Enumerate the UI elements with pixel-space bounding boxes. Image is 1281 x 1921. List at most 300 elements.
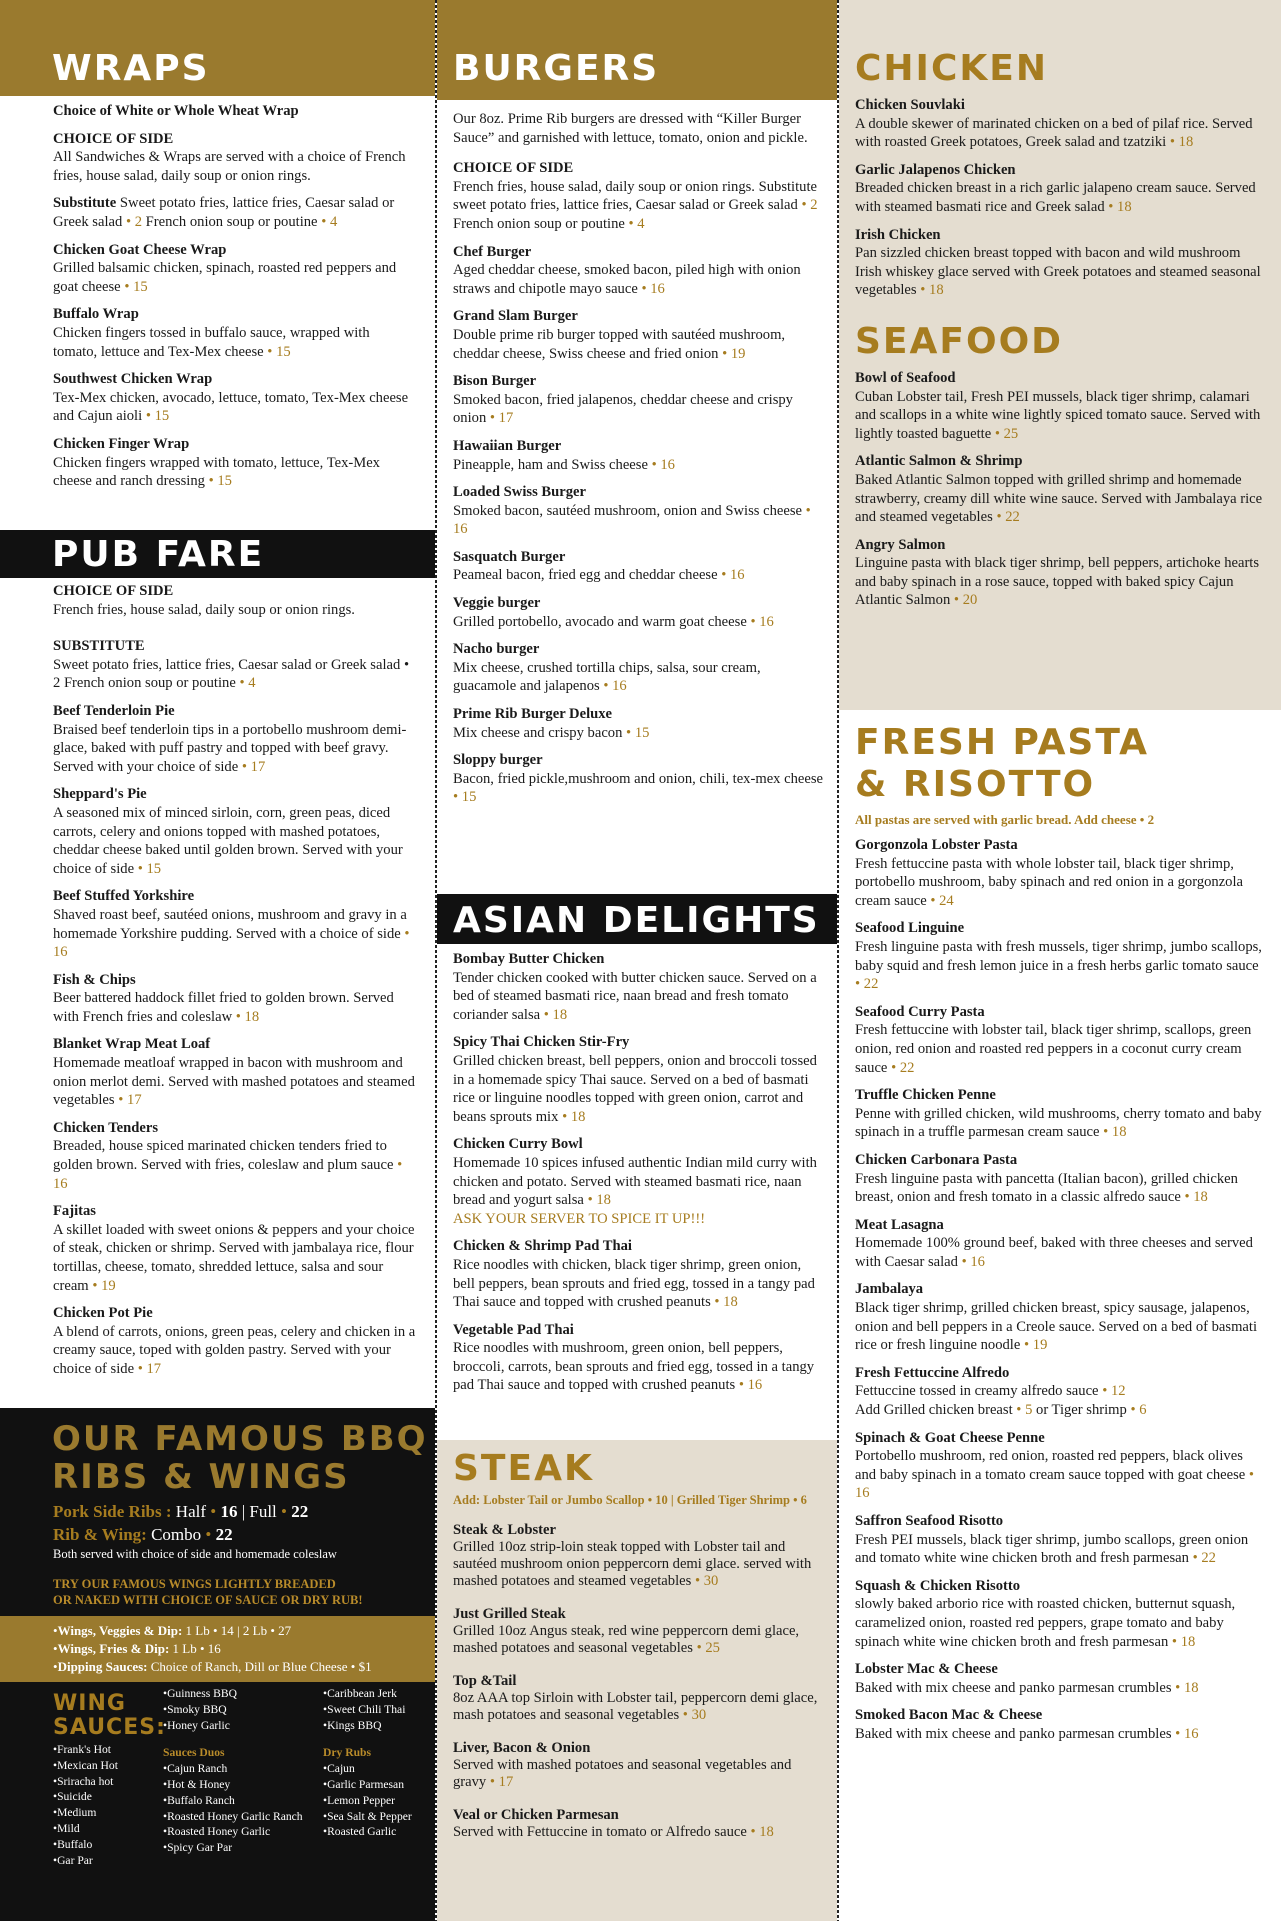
pub-fare-side-heading: CHOICE OF SIDE — [53, 583, 174, 599]
wing-sauces — [0, 1682, 437, 1868]
menu-item: Prime Rib Burger Deluxe Mix cheese and crispy bacon • 15 — [453, 705, 823, 742]
menu-item: Just Grilled Steak Grilled 10oz Angus steak, red wine peppercorn demi glace, mashed potatoes and seasonal vegetables • 25 — [453, 1606, 823, 1657]
menu-item-price: 16 — [53, 944, 68, 961]
menu-item-desc: Aged cheddar cheese, smoked bacon, piled high with onion straws and chipotle mayo sauce — [453, 262, 801, 297]
menu-item: Veggie burger Grilled portobello, avocado and warm goat cheese • 16 — [453, 594, 823, 631]
menu-item-name: Chicken & Shrimp Pad Thai — [453, 1238, 632, 1255]
menu-item-note: ASK YOUR SERVER TO SPICE IT UP!!! — [453, 1210, 706, 1227]
menu-item-name: Spinach & Goat Cheese Penne — [855, 1429, 1045, 1446]
menu-item: Buffalo Wrap Chicken fingers tossed in buffalo sauce, wrapped with tomato, lettuce and Tex-Mex cheese • 15 — [53, 305, 417, 361]
menu-item-desc: slowly baked arborio rice with roasted chicken, butternut squash, caramelized onion, roasted red peppers, grape tomato and baby spinach white wine chicken broth and fresh parmesan — [855, 1596, 1236, 1650]
menu-item-name: Chef Burger — [453, 243, 532, 260]
menu-item-price: 16 — [650, 280, 665, 297]
wraps-substitute-text: Sweet potato fries, lattice fries, Caesar salad or Greek salad — [53, 195, 395, 230]
pub-fare-substitute-heading: SUBSTITUTE — [53, 638, 145, 655]
asian-items — [453, 950, 823, 1395]
burgers-section: Our 8oz. Prime Rib burgers are dressed with “Killer Burger Sauce” and garnished with lettuce, tomato, onion and pickle. CHOICE OF SIDE French fries, house salad, daily soup or onion rings. Substitute sweet potato fries, lattice fries, Caesar salad or Greek salad • 2 French onion soup or poutine • 4 Chef Burger Aged cheddar cheese, smoked bacon, piled high with onion straws and chipotle mayo sauce • 16 Grand Slam Burger Double prime rib burger topped with sautéed mushroom, cheddar cheese, Swiss cheese and fried onion • 19 Bison Burger Smoked bacon, fried jalapenos, cheddar cheese and crispy onion • 17 Hawaiian Burger Pineapple, ham and Swiss cheese • 16 Loaded Swiss Burger Smoked bacon, sautéed mushroom, onion and Swiss cheese • 16 Sasquatch Burger Peameal bacon, fried egg and cheddar cheese • 16 Veggie burger Grilled portobello, avocado and warm goat cheese • 16 Nacho burger Mix cheese, crushed tortilla chips, salsa, sour cream, guacamole and jalapenos • 16 Prime Rib Burger Deluxe Mix cheese and crispy bacon • 15 Sloppy burger Bacon, fried pickle,mushroom and onion, chili, tex-mex cheese • 15 — [453, 111, 824, 806]
menu-item: Top &Tail 8oz AAA top Sirloin with Lobster tail, peppercorn demi glace, mash potatoes and seasonal vegetables • 30 — [453, 1673, 823, 1724]
menu-item: Sheppard's Pie A seasoned mix of minced sirloin, corn, green peas, diced carrots, celery and onions topped with mashed potatoes, cheddar cheese baked until golden brown. Served with your choice of side • 15 — [53, 785, 417, 878]
asian-header-band — [437, 894, 839, 944]
bbq-pork-full-price: 22 — [291, 1502, 309, 1521]
menu-item-name: Chicken Carbonara Pasta — [855, 1151, 1018, 1168]
menu-item-name: Fajitas — [53, 1203, 96, 1220]
menu-item-desc: Fresh fettuccine with lobster tail, black tiger shrimp, scallops, green onion, red onion and roasted red peppers in a coconut curry cream sauce — [855, 1022, 1252, 1076]
menu-item-name: Blanket Wrap Meat Loaf — [53, 1036, 211, 1053]
pub-fare-substitute-text2: 2 French onion soup or poutine — [53, 675, 236, 692]
menu-item: Chef Burger Aged cheddar cheese, smoked bacon, piled high with onion straws and chipotle mayo sauce • 16 — [453, 243, 823, 299]
menu-item: Fish & Chips Beer battered haddock fillet fried to golden brown. Served with French fries and coleslaw • 18 — [53, 971, 417, 1027]
menu-item-desc: A double skewer of marinated chicken on a bed of pilaf rice. Served with roasted Greek potatoes, Greek salad and tzatziki — [855, 115, 1253, 151]
menu-item-desc: Mix cheese and crispy bacon — [453, 724, 623, 741]
wraps-items — [53, 241, 417, 491]
menu-item-name: Seafood Linguine — [855, 920, 965, 937]
menu-item-price: 18 — [244, 1008, 260, 1025]
menu-item-desc: Fresh fettuccine pasta with whole lobster tail, black tiger shrimp, portobello mushroom, baby spinach and red onion in a gorgonzola cream sauce — [855, 855, 1244, 909]
menu-item-price: 15 — [461, 789, 477, 806]
steak-add-line: Add: Lobster Tail or Jumbo Scallop • 10 | Grilled Tiger Shrimp • 6 — [453, 1493, 807, 1507]
menu-item-desc: A seasoned mix of minced sirloin, corn, green peas, diced carrots, celery and onions topped with mashed potatoes, cheddar cheese baked until golden brown. Served with your choice of side — [53, 804, 403, 877]
sauces-duos-heading: Sauces Duos — [163, 1746, 225, 1760]
menu-item-price: 15 — [276, 343, 291, 360]
sauce-item: • Caribbean Jerk — [323, 1686, 433, 1702]
menu-item-price: 16 — [53, 1175, 68, 1192]
menu-item: Blanket Wrap Meat Loaf Homemade meatloaf wrapped in bacon with mushroom and onion merlot demi. Served with mashed potatoes and steamed vegetables • 17 — [53, 1035, 417, 1109]
sauce-item: • Mild — [53, 1821, 163, 1837]
menu-item: Chicken Pot Pie A blend of carrots, onions, green peas, celery and chicken in a creamy sauce, toped with golden pastry. Served with your choice of side • 17 — [53, 1305, 416, 1377]
menu-item-extra-price2: 6 — [1139, 1402, 1147, 1419]
menu-item-name: Irish Chicken — [855, 226, 941, 243]
menu-item-name: Southwest Chicken Wrap — [53, 371, 213, 388]
pasta-items — [855, 836, 1265, 1744]
menu-item-price: 19 — [101, 1277, 116, 1294]
menu-item-desc: Baked Atlantic Salmon topped with grilled shrimp and homemade strawberry, creamy dill white wine sauce. Served with Jambalaya rice and steamed vegetables — [855, 471, 1263, 526]
wings-price-band — [0, 1616, 437, 1682]
menu-item-desc: Beer battered haddock fillet fried to golden brown. Served with French fries and coleslaw — [53, 990, 394, 1025]
menu-item: Chicken Tenders Breaded, house spiced marinated chicken tenders fried to golden brown. Served with fries, coleslaw and plum sauce • 16 — [53, 1119, 417, 1193]
wings-fries-values: 1 Lb • 16 — [172, 1641, 221, 1656]
menu-item-name: Squash & Chicken Risotto — [855, 1577, 1021, 1594]
menu-item-desc: Bacon, fried pickle,mushroom and onion, chili, tex-mex cheese — [453, 770, 824, 787]
wraps-substitute-price1: 2 — [134, 213, 143, 230]
pasta-note: All pastas are served with garlic bread. Add cheese • 2 — [855, 812, 1155, 827]
menu-item-desc: Portobello mushroom, red onion, roasted red peppers, black olives and baby spinach in a tomato cream sauce topped with goat cheese — [855, 1448, 1246, 1483]
menu-item: Fajitas A skillet loaded with sweet onions & peppers and your choice of steak, chicken or shrimp. Served with jambalaya rice, flour tortillas, cheese, tomato, shredded lettuce, salsa and sour cream • 19 — [53, 1202, 417, 1295]
sauce-item: • Suicide — [53, 1789, 163, 1805]
menu-item-desc: Linguine pasta with black tiger shrimp, bell peppers, artichoke hearts and baby spinach in a rose sauce, topped with baked spicy Cajun Atlantic Salmon — [855, 555, 1260, 609]
column-middle — [437, 0, 839, 1921]
menu-item-price: 17 — [146, 1360, 162, 1377]
pub-fare-side-text: French fries, house salad, daily soup or onion rings. — [53, 601, 355, 618]
menu-item-price: 24 — [939, 892, 954, 909]
burgers-side-heading: CHOICE OF SIDE — [453, 160, 574, 177]
menu-item-price: 16 — [747, 1377, 763, 1394]
menu-item-name: Hawaiian Burger — [453, 437, 562, 454]
menu-item-desc: Smoked bacon, fried jalapenos, cheddar cheese and crispy onion — [453, 391, 793, 427]
menu-item-price: 15 — [217, 473, 232, 490]
sauce-item: • Buffalo — [53, 1837, 163, 1853]
menu-item-desc: Served with Fettuccine in tomato or Alfredo sauce — [453, 1824, 747, 1840]
menu-item: Grand Slam Burger Double prime rib burger topped with sautéed mushroom, cheddar cheese, Swiss cheese and fried onion • 19 — [453, 307, 823, 363]
menu-item-desc: Grilled balsamic chicken, spinach, roasted red peppers and goat cheese — [53, 260, 397, 295]
sauces-col2-top — [163, 1686, 323, 1733]
menu-item: Spicy Thai Chicken Stir-Fry Grilled chicken breast, bell peppers, onion and broccoli tossed in a homemade spicy Thai sauce. Served on a bed of basmati rice or linguine noodles topped with green onion, carrot and beans sprouts mix • 18 — [453, 1033, 823, 1126]
menu-item: Beef Tenderloin Pie Braised beef tenderloin tips in a portobello mushroom demi-glace, baked with puff pastry and topped with beef gravy. Served with your choice of side • 17 — [53, 702, 417, 776]
menu-item: Irish Chicken Pan sizzled chicken breast topped with bacon and wild mushroom Irish whiskey glace served with Greek potatoes and steamed seasonal vegetables • 18 — [855, 226, 1265, 300]
pub-fare-items — [53, 702, 417, 1379]
sauce-item: • Roasted Honey Garlic Ranch — [163, 1809, 323, 1825]
menu-item-desc: Pan sizzled chicken breast topped with bacon and wild mushroom Irish whiskey glace served with Greek potatoes and steamed seasonal vegetables — [855, 245, 1261, 299]
chicken-seafood-block — [839, 0, 1281, 710]
menu-item: Southwest Chicken Wrap Tex-Mex chicken, avocado, lettuce, tomato, Tex-Mex cheese and Cajun aioli • 15 — [53, 370, 417, 426]
menu-item-price: 22 — [1201, 1550, 1216, 1567]
menu-item: Angry Salmon Linguine pasta with black tiger shrimp, bell peppers, artichoke hearts and baby spinach in a rose sauce, topped with baked spicy Cajun Atlantic Salmon • 20 — [855, 536, 1265, 610]
steak-items-wrap — [437, 1508, 839, 1841]
menu-item-price: 19 — [730, 345, 746, 362]
menu-item-price: 15 — [146, 860, 162, 877]
wraps-substitute: Substitute Sweet potato fries, lattice fries, Caesar salad or Greek salad • 2 French onion soup or poutine • 4 — [53, 195, 395, 230]
bbq-title — [0, 1408, 437, 1500]
column-right — [839, 0, 1281, 1921]
menu-item-name: Fish & Chips — [53, 971, 136, 988]
menu-item-name: Bison Burger — [453, 373, 537, 390]
menu-item: Sasquatch Burger Peameal bacon, fried egg and cheddar cheese • 16 — [453, 548, 823, 585]
menu-item-name: Jambalaya — [855, 1281, 924, 1298]
menu-item: Chicken Finger Wrap Chicken fingers wrapped with tomato, lettuce, Tex-Mex cheese and ranch dressing • 15 — [53, 435, 417, 491]
wraps-intro: Choice of White or Whole Wheat Wrap — [53, 103, 299, 119]
menu-item-name: Nacho burger — [453, 641, 540, 658]
menu-item-desc: Tender chicken cooked with butter chicken sauce. Served on a bed of steamed basmati rice, naan bread and fresh tomato coriander salsa — [453, 969, 817, 1023]
menu-item-price: 16 — [660, 456, 675, 473]
sauces-col2 — [163, 1761, 323, 1856]
sauce-item: • Medium — [53, 1805, 163, 1821]
menu-item-name: Bowl of Seafood — [855, 369, 956, 386]
menu-item-name: Beef Stuffed Yorkshire — [53, 888, 195, 905]
menu-item-name: Loaded Swiss Burger — [453, 484, 586, 501]
menu-item-name: Liver, Bacon & Onion — [453, 1740, 591, 1756]
menu-item: Beef Stuffed Yorkshire Shaved roast beef, sautéed onions, mushroom and gravy in a homemade Yorkshire pudding. Served with a choice of side • 16 — [53, 887, 417, 961]
menu-item: Chicken Goat Cheese Wrap Grilled balsamic chicken, spinach, roasted red peppers and goat cheese • 15 — [53, 241, 417, 297]
menu-item: Seafood Curry Pasta Fresh fettuccine with lobster tail, black tiger shrimp, scallops, green onion, red onion and roasted red peppers in a coconut curry cream sauce • 22 — [855, 1003, 1265, 1077]
menu-item-desc: Shaved roast beef, sautéed onions, mushroom and gravy in a homemade Yorkshire pudding. Served with a choice of side — [53, 906, 407, 942]
pub-fare-section: CHOICE OF SIDE French fries, house salad, daily soup or onion rings. SUBSTITUTE Sweet potato fries, lattice fries, Caesar salad or Greek salad • 2 French onion soup or poutine • 4 Beef Tenderloin Pie Braised beef tenderloin tips in a portobello mushroom demi-glace, baked with puff pastry and topped with beef gravy. Served with your choice of side • 17 Sheppard's Pie A seasoned mix of minced sirloin, corn, green peas, diced carrots, celery and onions topped with mashed potatoes, cheddar cheese baked until golden brown. Served with your choice of side • 15 Beef Stuffed Yorkshire Shaved roast beef, sautéed onions, mushroom and gravy in a homemade Yorkshire pudding. Served with a choice of side • 16 Fish & Chips Beer battered haddock fillet fried to golden brown. Served with French fries and coleslaw • 18 Blanket Wrap Meat Loaf Homemade meatloaf wrapped in bacon with mushroom and onion merlot demi. Served with mashed potatoes and steamed vegetables • 17 Chicken Tenders Breaded, house spiced marinated chicken tenders fried to golden brown. Served with fries, coleslaw and plum sauce • 16 Fajitas A skillet loaded with sweet onions & peppers and your choice of steak, chicken or shrimp. Served with jambalaya rice, flour tortillas, cheese, tomato, shredded lettuce, salsa and sour cream • 19 Chicken Pot Pie A blend of carrots, onions, green peas, celery and chicken in a creamy sauce, toped with golden pastry. Served with your choice of side • 17 — [53, 583, 416, 1377]
menu-item-name: Truffle Chicken Penne — [855, 1087, 996, 1104]
menu-item-desc: Homemade meatloaf wrapped in bacon with mushroom and onion merlot demi. Served with mashed potatoes and steamed vegetables — [53, 1055, 415, 1109]
sauces-col3-top — [323, 1686, 433, 1733]
bbq-ribwing-combo: Combo — [151, 1525, 202, 1544]
menu-item: Smoked Bacon Mac & Cheese Baked with mix cheese and panko parmesan crumbles • 16 — [855, 1706, 1265, 1743]
sauce-item: • Gar Par — [53, 1853, 163, 1869]
menu-item-desc: Braised beef tenderloin tips in a portobello mushroom demi-glace, baked with puff pastry and topped with beef gravy. Served with your choice of side — [53, 721, 407, 775]
sauce-item: • Roasted Honey Garlic — [163, 1824, 323, 1840]
wraps-substitute-text2: French onion soup or poutine — [145, 213, 318, 230]
bbq-title-line2: RIBS & WINGS — [52, 1457, 350, 1497]
menu-item-desc: Served with mashed potatoes and seasonal vegetables and gravy — [453, 1757, 792, 1790]
burgers-side-price1: 2 — [810, 197, 818, 214]
asian-title: ASIAN DELIGHTS — [453, 900, 820, 941]
menu-item: Nacho burger Mix cheese, crushed tortilla chips, salsa, sour cream, guacamole and jalapenos • 16 — [453, 640, 823, 696]
menu-item: Steak & Lobster Grilled 10oz strip-loin steak topped with Lobster tail and sautéed mushroom onion peppercorn demi glace. served with mashed potatoes and steamed vegetables • 30 — [453, 1522, 823, 1590]
menu-item-name: Grand Slam Burger — [453, 308, 578, 325]
bbq-rib-wing: Rib & Wing: Combo • 22 — [53, 1525, 233, 1544]
menu-item-name: Meat Lasagna — [855, 1216, 944, 1233]
menu-item-desc: Fettuccine tossed in creamy alfredo sauce — [855, 1383, 1099, 1400]
bbq-try-line2: OR NAKED WITH CHOICE OF SAUCE OR DRY RUB! — [53, 1593, 363, 1607]
menu-item-price: 18 — [570, 1108, 586, 1125]
menu-item: Lobster Mac & Cheese Baked with mix cheese and panko parmesan crumbles • 18 — [855, 1660, 1265, 1697]
menu-item: Truffle Chicken Penne Penne with grilled chicken, wild mushrooms, cherry tomato and baby spinach in a truffle parmesan cream sauce • 18 — [855, 1086, 1265, 1142]
menu-item-desc: Grilled 10oz Angus steak, red wine peppercorn demi glace, mashed potatoes and seasonal vegetables — [453, 1623, 800, 1656]
steak-items — [453, 1522, 823, 1841]
pasta-title-line1: FRESH PASTA — [855, 722, 1149, 763]
menu-item-name: Just Grilled Steak — [453, 1606, 566, 1622]
bbq-try-line1: TRY OUR FAMOUS WINGS LIGHTLY BREADED — [53, 1577, 336, 1591]
menu-item-price: 12 — [1110, 1383, 1126, 1400]
burgers-title: BURGERS — [453, 48, 660, 89]
menu-item: Bombay Butter Chicken Tender chicken cooked with butter chicken sauce. Served on a bed of steamed basmati rice, naan bread and fresh tomato coriander salsa • 18 — [453, 950, 823, 1024]
menu-item: Chicken & Shrimp Pad Thai Rice noodles with chicken, black tiger shrimp, green onion, bell peppers, bean sprouts and fried egg, tossed in a tangy pad Thai sauce and topped with crushed peanuts • 18 — [453, 1237, 823, 1311]
menu-item-price: 19 — [1032, 1337, 1048, 1354]
menu-item-desc: Grilled 10oz strip-loin steak topped with Lobster tail and sautéed mushroom onion peppercorn demi glace. served with mashed potatoes and steamed vegetables — [453, 1539, 812, 1589]
menu-item-desc: Peameal bacon, fried egg and cheddar cheese — [453, 567, 718, 584]
bbq-pork-ribs: Pork Side Ribs : Half • 16 | Full • 22 — [53, 1502, 309, 1521]
menu-item-name: Atlantic Salmon & Shrimp — [855, 453, 1023, 470]
menu-item-price: 22 — [899, 1059, 915, 1076]
menu-item-desc: Baked with mix cheese and panko parmesan crumbles — [855, 1725, 1172, 1742]
menu-item-price: 18 — [1193, 1189, 1208, 1206]
menu-item-name: Veggie burger — [453, 595, 541, 612]
menu-item-desc: 8oz AAA top Sirloin with Lobster tail, peppercorn demi glace, mash potatoes and seasonal vegetables — [453, 1690, 818, 1723]
menu-item-name: Sasquatch Burger — [453, 548, 566, 565]
menu-item-desc: Double prime rib burger topped with sautéed mushroom, cheddar cheese, Swiss cheese and fried onion — [453, 326, 786, 362]
menu-item-desc: A blend of carrots, onions, green peas, celery and chicken in a creamy sauce, toped with golden pastry. Served with your choice of side — [53, 1323, 416, 1377]
menu-item-name: Beef Tenderloin Pie — [53, 702, 175, 719]
menu-item: Garlic Jalapenos Chicken Breaded chicken breast in a rich garlic jalapeno cream sauce. Served with steamed basmati rice and Greek salad • 18 — [855, 161, 1265, 217]
menu-item-desc: Baked with mix cheese and panko parmesan crumbles — [855, 1679, 1172, 1696]
menu-item-desc: Rice noodles with chicken, black tiger shrimp, green onion, bell peppers, bean sprouts and fried egg, tossed in a tangy pad Thai sauce and topped with crushed peanuts — [453, 1256, 815, 1311]
burgers-intro: Our 8oz. Prime Rib burgers are dressed with “Killer Burger Sauce” and garnished with lettuce, tomato, onion and pickle. — [453, 111, 808, 146]
menu-item: Chicken Souvlaki A double skewer of marinated chicken on a bed of pilaf rice. Served with roasted Greek potatoes, Greek salad and tzatziki • 18 — [855, 96, 1265, 152]
bbq-title-line1: OUR FAMOUS BBQ — [52, 1419, 428, 1459]
dipping-label: Dipping Sauces: — [57, 1659, 148, 1674]
wing-sauces-title2: SAUCES: — [53, 1715, 166, 1740]
menu-item: Saffron Seafood Risotto Fresh PEI mussels, black tiger shrimp, jumbo scallops, green onion and tomato white wine chicken broth and fresh parmesan • 22 — [855, 1512, 1265, 1568]
menu-item: Atlantic Salmon & Shrimp Baked Atlantic Salmon topped with grilled shrimp and homemade strawberry, creamy dill white wine sauce. Served with Jambalaya rice and steamed vegetables • 22 — [855, 452, 1265, 526]
menu-item-price: 18 — [1117, 198, 1132, 215]
menu-item-name: Spicy Thai Chicken Stir-Fry — [453, 1034, 630, 1051]
menu-item-desc: Chicken fingers tossed in buffalo sauce, wrapped with tomato, lettuce and Tex-Mex cheese — [53, 324, 370, 360]
sauce-item: • Hot & Honey — [163, 1777, 323, 1793]
menu-item-price: 15 — [154, 408, 170, 425]
menu-item-price: 22 — [863, 976, 879, 993]
menu-item: Gorgonzola Lobster Pasta Fresh fettuccine pasta with whole lobster tail, black tiger shrimp, portobello mushroom, baby spinach and red onion in a gorgonzola cream sauce • 24 — [855, 836, 1265, 910]
menu-item-price: 16 — [612, 678, 627, 695]
menu-item-extra-or: or Tiger shrimp — [1036, 1402, 1127, 1419]
sauce-item: • Spicy Gar Par — [163, 1840, 323, 1856]
menu-item-name: Chicken Souvlaki — [855, 97, 965, 113]
menu-item-name: Chicken Finger Wrap — [53, 435, 190, 452]
menu-item-desc: Penne with grilled chicken, wild mushrooms, cherry tomato and baby spinach in a truffle parmesan cream sauce — [855, 1105, 1262, 1141]
menu-item-price: 18 — [759, 1824, 774, 1840]
sauce-item: • Honey Garlic — [163, 1718, 323, 1734]
pasta-title — [839, 710, 1281, 812]
menu-item-desc: Chicken fingers wrapped with tomato, lettuce, Tex-Mex cheese and ranch dressing — [53, 454, 380, 490]
menu-item-name: Steak & Lobster — [453, 1522, 556, 1538]
chicken-items — [855, 96, 1265, 300]
menu-item: Loaded Swiss Burger Smoked bacon, sautéed mushroom, onion and Swiss cheese • 16 — [453, 483, 823, 539]
menu-item-desc: Fresh PEI mussels, black tiger shrimp, jumbo scallops, green onion and tomato white wine chicken broth and fresh parmesan — [855, 1531, 1249, 1567]
sauce-item: • Roasted Garlic — [323, 1824, 433, 1840]
menu-item-price: 18 — [596, 1192, 611, 1209]
sauce-item: • Frank's Hot — [53, 1742, 163, 1758]
pub-fare-substitute-price: 4 — [248, 675, 256, 692]
menu-item-desc: Mix cheese, crushed tortilla chips, salsa, sour cream, guacamole and jalapenos — [453, 659, 761, 695]
bbq-ribwing-price: 22 — [215, 1525, 233, 1544]
bbq-pork-label: Pork Side Ribs : — [53, 1502, 172, 1521]
sauce-item: • Lemon Pepper — [323, 1793, 433, 1809]
menu-item-name: Top &Tail — [453, 1673, 517, 1689]
sauce-item: • Sea Salt & Pepper — [323, 1809, 433, 1825]
menu-item-name: Saffron Seafood Risotto — [855, 1513, 1004, 1529]
menu-item-price: 22 — [1005, 509, 1020, 526]
column-left — [0, 0, 437, 1921]
menu-item-price: 18 — [929, 282, 944, 299]
menu-item-desc: A skillet loaded with sweet onions & peppers and your choice of steak, chicken or shrimp. Served with jambalaya rice, flour tortillas, cheese, tomato, shredded lettuce, salsa and sour cream — [53, 1221, 415, 1294]
wraps-side-text: All Sandwiches & Wraps are served with a choice of French fries, house salad, daily soup or onion rings. — [53, 149, 406, 184]
menu-item: Chicken Curry Bowl Homemade 10 spices infused authentic Indian mild curry with chicken and potato. Served with steamed basmati rice, naan bread and yogurt salsa • 18 ASK YOUR SERVER TO SPICE IT UP!!! — [453, 1135, 823, 1228]
menu-item-name: Prime Rib Burger Deluxe — [453, 706, 613, 723]
pub-fare-title: PUB FARE — [52, 534, 265, 575]
menu-item-name: Buffalo Wrap — [53, 306, 139, 323]
menu-item: Bowl of Seafood Cuban Lobster tail, Fresh PEI mussels, black tiger shrimp, calamari and scallops in a white wine lightly spiced tomato sauce. Served with lightly toasted baguette • 25 — [855, 369, 1265, 443]
menu-item-price: 16 — [759, 613, 774, 630]
seafood-section — [839, 369, 1281, 610]
pasta-items-wrap — [839, 836, 1281, 1744]
menu-item-price: 25 — [1003, 425, 1019, 442]
menu-item-desc: Cuban Lobster tail, Fresh PEI mussels, black tiger shrimp, calamari and scallops in a white wine lightly spiced tomato sauce. Served with lightly toasted baguette — [855, 388, 1261, 442]
wings-dip-label: Wings, Veggies & Dip: — [57, 1623, 183, 1638]
menu-item: Vegetable Pad Thai Rice noodles with mushroom, green onion, bell peppers, broccoli, carrots, bean sprouts and fried egg, tossed in a tangy pad Thai sauce and topped with crushed peanuts • 16 — [453, 1321, 823, 1395]
menu-item-name: Bombay Butter Chicken — [453, 951, 605, 967]
menu-item-price: 16 — [970, 1253, 985, 1270]
menu-item-name: Angry Salmon — [855, 536, 946, 553]
menu-item-name: Sheppard's Pie — [53, 786, 147, 803]
burgers-side-price2: 4 — [637, 215, 645, 232]
menu-item: Hawaiian Burger Pineapple, ham and Swiss cheese • 16 — [453, 437, 823, 474]
wings-fries-label: Wings, Fries & Dip: — [57, 1641, 170, 1656]
menu-item-desc: Breaded chicken breast in a rich garlic jalapeno cream sauce. Served with steamed basmati rice and Greek salad — [855, 180, 1256, 215]
menu-item-name: Smoked Bacon Mac & Cheese — [855, 1707, 1043, 1724]
menu-item-desc: Homemade 10 spices infused authentic Indian mild curry with chicken and potato. Served with steamed basmati rice, naan bread and yogurt salsa — [453, 1154, 817, 1209]
sauce-item: • Cajun Ranch — [163, 1761, 323, 1777]
menu-item-price: 30 — [703, 1573, 719, 1589]
bbq-pork-full: Full — [249, 1502, 277, 1521]
menu-item-desc: Fresh linguine pasta with fresh mussels, tiger shrimp, jumbo scallops, baby squid and fresh lemon juice in a fresh herbs garlic tomato sauce — [855, 938, 1262, 974]
menu-item-price: 18 — [1183, 1679, 1199, 1696]
menu-item-desc: Grilled portobello, avocado and warm goat cheese — [453, 613, 747, 630]
wing-sauces-title1: WING — [53, 1691, 126, 1716]
menu-item-price: 15 — [133, 278, 148, 295]
menu-item-price: 20 — [962, 592, 978, 609]
bbq-pork-half-price: 16 — [220, 1502, 238, 1521]
menu-item: Meat Lasagna Homemade 100% ground beef, baked with three cheeses and served with Caesar salad • 16 — [855, 1216, 1265, 1272]
menu-item-name: Garlic Jalapenos Chicken — [855, 161, 1016, 178]
menu-item-name: Veal or Chicken Parmesan — [453, 1807, 619, 1823]
wraps-header-band — [0, 0, 437, 96]
seafood-title: SEAFOOD — [855, 320, 1064, 362]
menu-item-name: Seafood Curry Pasta — [855, 1003, 985, 1020]
menu-item-name: Chicken Goat Cheese Wrap — [53, 241, 227, 258]
menu-item-price: 17 — [498, 410, 514, 427]
menu-item-name: Sloppy burger — [453, 752, 543, 769]
menu-item: Seafood Linguine Fresh linguine pasta with fresh mussels, tiger shrimp, jumbo scallops, baby squid and fresh lemon juice in a fresh herbs garlic tomato sauce • 22 — [855, 919, 1265, 993]
menu-item-name: Lobster Mac & Cheese — [855, 1661, 998, 1678]
menu-item: Spinach & Goat Cheese Penne Portobello mushroom, red onion, roasted red peppers, black olives and baby spinach in a tomato cream sauce topped with goat cheese • 16 — [855, 1429, 1265, 1503]
wraps-side-heading: CHOICE OF SIDE — [53, 130, 174, 147]
burgers-header-band — [437, 0, 839, 100]
dipping-values: Choice of Ranch, Dill or Blue Cheese • $1 — [150, 1659, 372, 1674]
bbq-ribwing-label: Rib & Wing: — [53, 1525, 147, 1544]
sauce-item: • Guinness BBQ — [163, 1686, 323, 1702]
menu-item-name: Chicken Pot Pie — [53, 1305, 153, 1322]
steak-section — [437, 1440, 839, 1921]
pasta-section — [839, 710, 1281, 1744]
menu-item-name: Fresh Fettuccine Alfredo — [855, 1364, 1010, 1381]
sauce-item: • Kings BBQ — [323, 1718, 433, 1734]
dry-rubs-heading: Dry Rubs — [323, 1746, 371, 1760]
wraps-section — [0, 96, 437, 491]
menu-item: Veal or Chicken Parmesan Served with Fettuccine in tomato or Alfredo sauce • 18 — [453, 1807, 823, 1841]
burgers-items — [453, 243, 823, 807]
menu-item-price: 25 — [705, 1640, 720, 1656]
menu-item-desc: Fresh linguine pasta with pancetta (Italian bacon), grilled chicken breast, onion and fresh tomato in a classic alfredo sauce — [855, 1170, 1238, 1206]
pub-fare-header-band — [0, 530, 437, 578]
menu-item-price: 16 — [855, 1485, 870, 1502]
menu-item-price: 18 — [1180, 1633, 1196, 1650]
menu-item-name: Gorgonzola Lobster Pasta — [855, 837, 1018, 853]
seafood-items — [855, 369, 1265, 610]
burgers-side-text2: French onion soup or poutine — [453, 215, 625, 232]
bbq-section — [0, 1408, 437, 1921]
menu-item-price: 17 — [250, 758, 266, 775]
sauces-col1 — [53, 1742, 163, 1868]
menu-item-price: 18 — [723, 1294, 738, 1311]
sauce-item: • Buffalo Ranch — [163, 1793, 323, 1809]
menu-item-extra: Add Grilled chicken breast — [855, 1402, 1013, 1419]
chicken-section — [839, 96, 1281, 300]
wraps-substitute-price2: 4 — [329, 213, 338, 230]
menu-item: Squash & Chicken Risotto slowly baked arborio rice with roasted chicken, butternut squash, caramelized onion, roasted red peppers, grape tomato and baby spinach white wine chicken broth and fresh parmesan • 18 — [855, 1577, 1265, 1651]
menu-item-name: Chicken Curry Bowl — [453, 1136, 583, 1153]
menu-item-price: 16 — [453, 521, 468, 538]
menu-item-desc: Smoked bacon, sautéed mushroom, onion and Swiss cheese — [453, 502, 802, 519]
menu-item-name: Chicken Tenders — [53, 1119, 159, 1136]
bbq-served-note: Both served with choice of side and homemade coleslaw — [53, 1547, 337, 1561]
wraps-substitute-label: Substitute — [53, 195, 117, 212]
sauces-col3 — [323, 1761, 433, 1840]
menu-item: Liver, Bacon & Onion Served with mashed potatoes and seasonal vegetables and gravy • 17 — [453, 1740, 823, 1791]
menu-item-price: 16 — [730, 567, 745, 584]
menu-item-desc: Breaded, house spiced marinated chicken tenders fried to golden brown. Served with fries, coleslaw and plum sauce — [53, 1138, 394, 1174]
menu-item-price: 15 — [634, 724, 650, 741]
menu-item-price: 18 — [1111, 1124, 1127, 1141]
sauce-item: • Smoky BBQ — [163, 1702, 323, 1718]
pasta-title-line2: & RISOTTO — [855, 764, 1096, 805]
pub-fare-substitute-text: Sweet potato fries, lattice fries, Caesar salad or Greek salad — [53, 656, 401, 673]
sauce-item: • Mexican Hot — [53, 1758, 163, 1774]
menu-item-desc: Black tiger shrimp, grilled chicken breast, spicy sausage, jalapenos, onion and bell peppers in a Creole sauce. Served on a bed of basmati rice or fresh linguine noodle — [855, 1300, 1258, 1354]
menu-item: Sloppy burger Bacon, fried pickle,mushroom and onion, chili, tex-mex cheese • 15 — [453, 752, 824, 806]
menu-item-desc: Homemade 100% ground beef, baked with three cheeses and served with Caesar salad — [855, 1235, 1253, 1270]
